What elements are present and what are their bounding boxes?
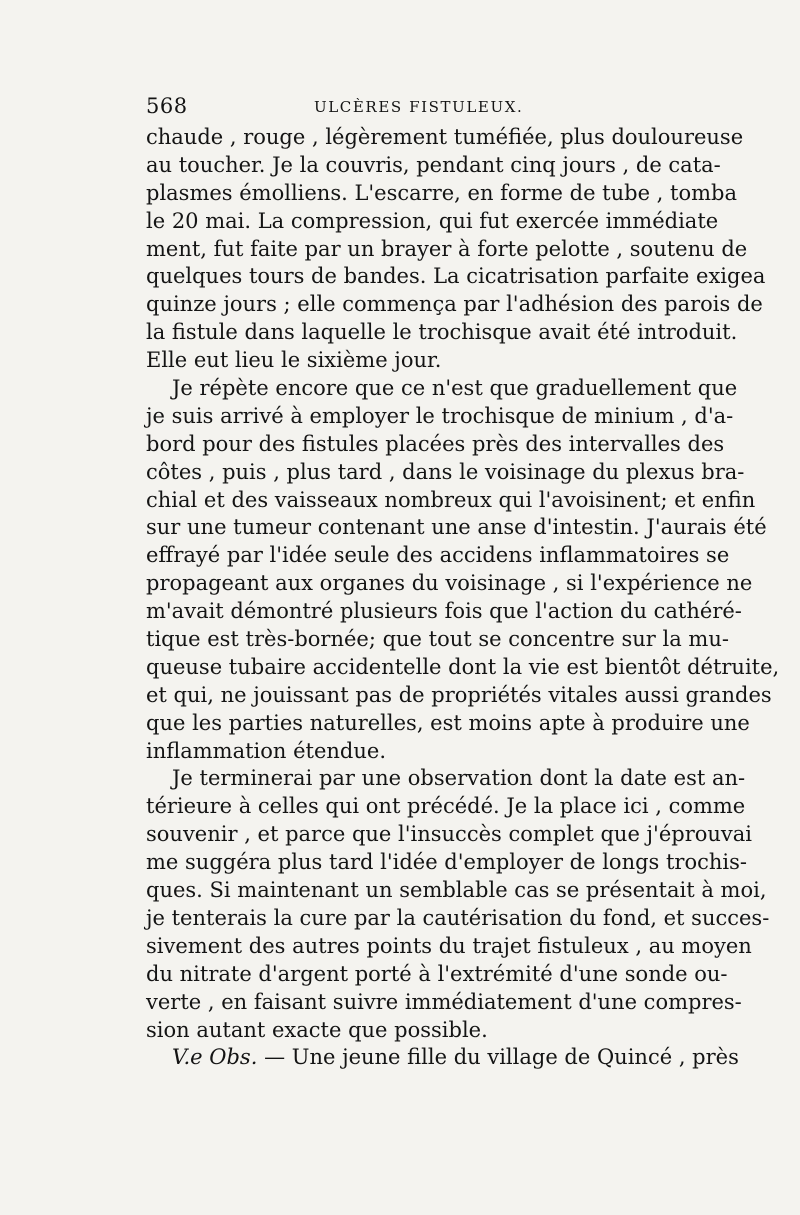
page-header	[146, 94, 666, 124]
text-line: queuse tubaire accidentelle dont la vie est bientôt détruite,	[146, 654, 780, 679]
text-line: Je terminerai par une observation dont la date est an-	[172, 766, 746, 791]
text-line: du nitrate d'argent porté à l'extrémité d'une sonde ou-	[146, 961, 728, 986]
text-line: bord pour des fistules placées près des intervalles des	[146, 431, 725, 456]
text-line: le 20 mai. La compression, qui fut exercée immédiate	[146, 208, 719, 233]
text-line: plasmes émolliens. L'escarre, en forme de tube , tomba	[146, 180, 737, 205]
text-line: ques. Si maintenant un semblable cas se présentait à moi,	[146, 878, 767, 903]
text-line: ment, fut faite par un brayer à forte pelotte , soutenu de	[146, 236, 748, 261]
observation-label: V.e Obs.	[172, 1045, 258, 1070]
text-line: inflammation étendue.	[146, 738, 387, 763]
running-head: ULCÈRES FISTULEUX.	[314, 98, 524, 116]
text-line: verte , en faisant suivre immédiatement d'une compres-	[146, 989, 742, 1014]
text-line: quinze jours ; elle commença par l'adhésion des parois de	[146, 292, 763, 317]
text-line: chial et des vaisseaux nombreux qui l'avoisinent; et enfin	[146, 487, 756, 512]
text-line: Elle eut lieu le sixième jour.	[146, 348, 442, 373]
page-number: 568	[146, 94, 188, 118]
text-line: térieure à celles qui ont précédé. Je la place ici , comme	[146, 794, 746, 819]
text-line: chaude , rouge , légèrement tuméfiée, plus douloureuse	[146, 125, 744, 149]
text-line: sion autant exacte que possible.	[146, 1017, 488, 1042]
text-line: sivement des autres points du trajet fistuleux , au moyen	[146, 933, 752, 958]
text-line: au toucher. Je la couvris, pendant cinq jours , de cata-	[146, 152, 721, 177]
text-line: tique est très-bornée; que tout se concentre sur la mu-	[146, 627, 729, 652]
text-line: me suggéra plus tard l'idée d'employer de longs trochis-	[146, 850, 747, 875]
text-line: propageant aux organes du voisinage , si l'expérience ne	[146, 571, 753, 596]
text-line: m'avait démontré plusieurs fois que l'action du cathéré-	[146, 599, 742, 624]
text-line: que les parties naturelles, est moins apte à produire une	[146, 710, 750, 735]
text-line: et qui, ne jouissant pas de propriétés vitales aussi grandes	[146, 682, 772, 707]
text-line: effrayé par l'idée seule des accidens inflammatoires se	[146, 543, 730, 568]
text-line: sur une tumeur contenant une anse d'intestin. J'aurais été	[146, 515, 767, 540]
text-line: Je répète encore que ce n'est que graduellement que	[172, 376, 738, 401]
body-text	[146, 124, 780, 1072]
text-line: la fistule dans laquelle le trochisque avait été introduit.	[146, 320, 738, 345]
text-line: je tenterais la cure par la cautérisation du fond, et succes-	[146, 905, 770, 930]
text-line: quelques tours de bandes. La cicatrisation parfaite exigea	[146, 264, 766, 289]
text-line: je suis arrivé à employer le trochisque de minium , d'a-	[146, 403, 734, 428]
text-line: souvenir , et parce que l'insuccès complet que j'éprouvai	[146, 822, 753, 847]
observation-line	[146, 1044, 739, 1072]
text-line: côtes , puis , plus tard , dans le voisinage du plexus bra-	[146, 459, 745, 484]
observation-text: — Une jeune fille du village de Quincé , près	[257, 1045, 739, 1070]
